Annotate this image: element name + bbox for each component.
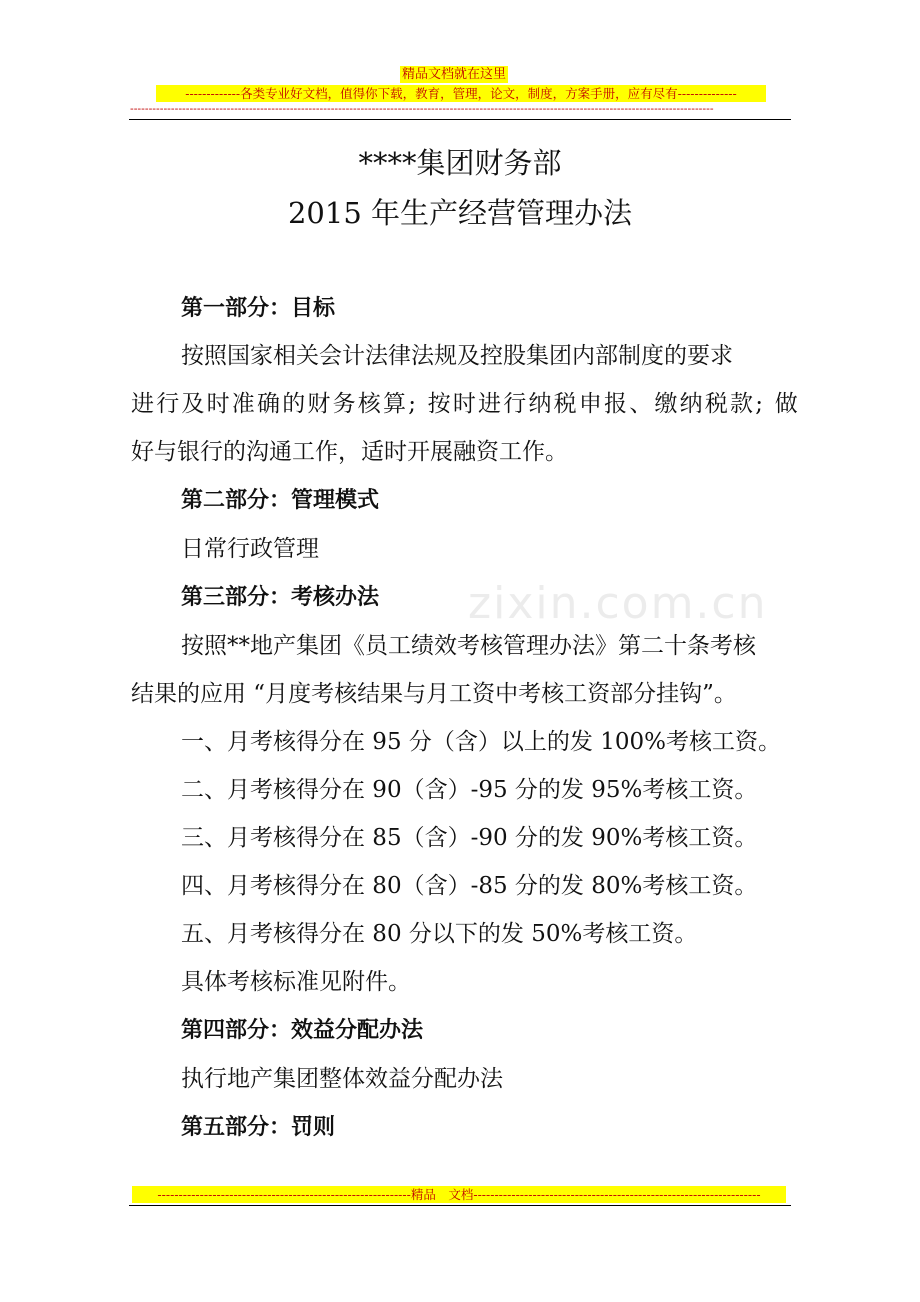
section-heading-assessment: 第三部分：考核办法 xyxy=(181,585,380,610)
document-subtitle: 2015 年生产经营管理办法 xyxy=(287,196,633,230)
list-item: 四、月考核得分在 80（含）-85 分的发 80%考核工资。 xyxy=(181,873,758,899)
paragraph-line: 好与银行的沟通工作，适时开展融资工作。 xyxy=(131,439,568,465)
footer-rule xyxy=(129,1205,791,1206)
list-item: 二、月考核得分在 90（含）-95 分的发 95%考核工资。 xyxy=(181,777,758,803)
list-item: 三、月考核得分在 85（含）-90 分的发 90%考核工资。 xyxy=(181,825,758,851)
paragraph-line: 按照**地产集团《员工绩效考核管理办法》第二十条考核 xyxy=(181,633,756,659)
paragraph-note: 具体考核标准见附件。 xyxy=(181,969,411,995)
list-item: 一、月考核得分在 95 分（含）以上的发 100%考核工资。 xyxy=(181,729,781,755)
section-heading-goal: 第一部分：目标 xyxy=(181,296,336,321)
paragraph-line: 进行及时准确的财务核算; 按时进行纳税申报、缴纳税款; 做 xyxy=(131,391,800,417)
paragraph-line: 按照国家相关会计法律法规及控股集团内部制度的要求 xyxy=(181,343,733,369)
section-heading-penalties: 第五部分：罚则 xyxy=(181,1115,336,1140)
paragraph-line: 结果的应用 “月度考核结果与月工资中考核工资部分挂钩”。 xyxy=(131,681,737,707)
paragraph-line: 执行地产集团整体效益分配办法 xyxy=(181,1066,503,1092)
footer-banner: ------------------------------------------------------------精品 文档-------------------------------------------------------------------- xyxy=(132,1186,786,1203)
watermark: zixin.com.cn xyxy=(468,578,768,629)
section-heading-benefit-distribution: 第四部分：效益分配办法 xyxy=(181,1018,424,1043)
header-tagline: 精品文档就在这里 xyxy=(402,67,507,82)
paragraph-line: 日常行政管理 xyxy=(181,536,319,562)
list-item: 五、月考核得分在 80 分以下的发 50%考核工资。 xyxy=(181,921,698,947)
header-banner: -------------各类专业好文档，值得你下载，教育，管理，论文，制度，方案手册，应有尽有-------------- xyxy=(156,85,766,102)
document-title: ****集团财务部 xyxy=(358,146,562,180)
section-heading-management-mode: 第二部分：管理模式 xyxy=(181,488,380,513)
header-rule xyxy=(129,119,791,120)
header-dash-line: ------------------------------------------------------------------------------------------------------------------------------------------------------------- xyxy=(130,103,714,115)
